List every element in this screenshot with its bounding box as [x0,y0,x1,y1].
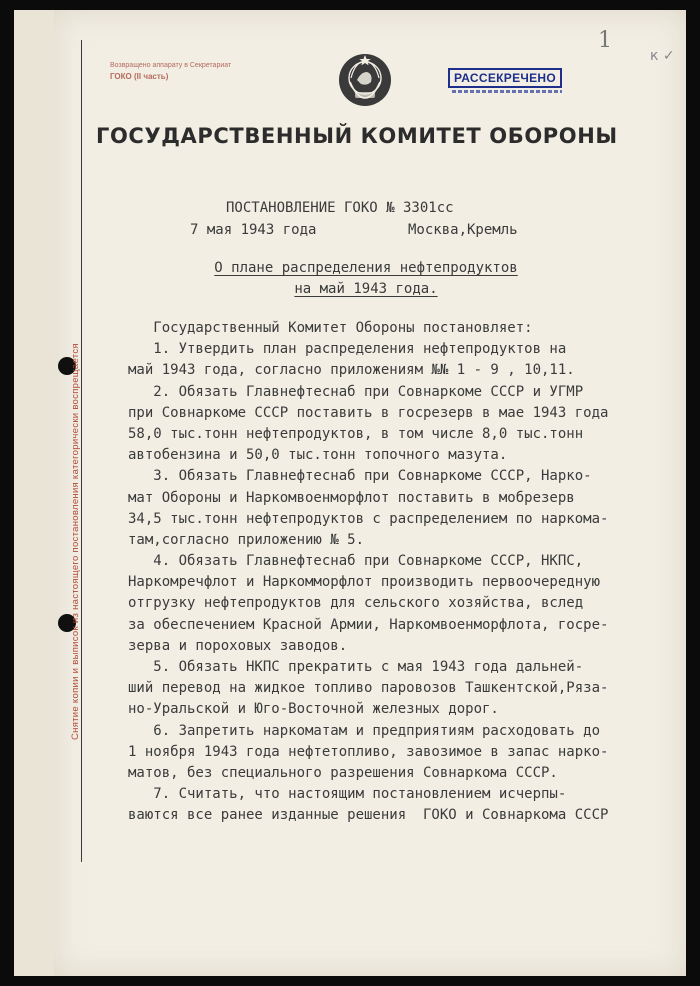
body-line: 5. Обязать НКПС прекратить с мая 1943 года дальней- [128,659,584,675]
decree-body [128,318,668,827]
body-line: май 1943 года, согласно приложениям №№ 1 - 9 , 10,11. [128,362,575,379]
body-line: 4. Обязать Главнефтеснаб при Совнаркоме СССР, НКПС, [128,553,584,570]
body-line: 58,0 тыс.тонн нефтепродуктов, в том числе 8,0 тыс.тонн [128,425,584,442]
margin-side-note: Снятие копии и выписок из настоящего постановления категорически воспрещается [70,343,81,740]
body-line: 6. Запретить наркоматам и предприятиям расходовать до [128,722,601,739]
check-mark-icon: к ✓ [650,48,675,64]
body-line: при Совнаркоме СССР поставить в госрезерв в мае 1943 года [128,404,609,421]
body-line: 1 ноября 1943 года нефтетопливо, завозимое в запас нарко- [128,743,609,760]
body-line: зерва и пороховых заводов. [128,637,348,654]
decree-date: 7 мая 1943 года [190,222,317,238]
page-number: 1 [598,28,612,53]
subject-line: О плане распределения нефтепродуктов [214,260,518,276]
body-line: ший перевод на жидкое топливо паровозов Ташкентской,Ряза- [128,680,609,697]
archive-stamp-line1: Возвращено аппарату в Секретариат [110,62,232,69]
body-line: 2. Обязать Главнефтеснаб при Совнаркоме СССР и УГМР [128,383,584,400]
page-title: ГОСУДАРСТВЕННЫЙ КОМИТЕТ ОБОРОНЫ [96,124,618,148]
body-line: за обеспечением Красной Армии, Наркомвоенморфлота, госре- [128,616,609,633]
declassified-stamp: РАССЕКРЕЧЕНО [448,68,562,88]
body-line: там,согласно приложению № 5. [128,531,365,548]
body-line: отгрузку нефтепродуктов для сельского хозяйства, вслед [128,595,584,612]
body-line: Государственный Комитет Обороны постановляет: [128,320,533,336]
body-line: 1. Утвердить план распределения нефтепродуктов на [128,341,567,358]
body-line: ваются все ранее изданные решения ГОКО и Совнаркома СССР [128,807,609,824]
decree-place: Москва,Кремль [408,222,518,238]
subject-line: на май 1943 года. [294,281,438,297]
body-line: но-Уральской и Юго-Восточной железных дорог. [128,701,499,718]
margin-line [81,40,82,862]
stamp-underline [452,90,562,93]
decree-number: ПОСТАНОВЛЕНИЕ ГОКО № 3301сс [226,200,454,216]
binding-strip [14,10,55,976]
decree-subject [196,258,536,300]
state-emblem-icon [337,52,393,108]
body-line: мат Обороны и Наркомвоенморфлот поставить в мобрезерв [128,489,575,506]
body-line: 34,5 тыс.тонн нефтепродуктов с распределением по наркома- [128,510,609,527]
body-line: матов, без специального разрешения Совнаркома СССР. [128,764,558,781]
archive-stamp [110,60,231,82]
body-line: Наркомречфлот и Наркомморфлот производить первоочередную [128,574,601,591]
body-line: 7. Считать, что настоящим постановлением исчерпы- [128,786,567,803]
body-line: 3. Обязать Главнефтеснаб при Совнаркоме СССР, Нарко- [128,468,592,485]
archive-stamp-line2: ГОКО (II часть) [110,72,169,81]
body-line: автобензина и 50,0 тыс.тонн топочного мазута. [128,447,508,464]
